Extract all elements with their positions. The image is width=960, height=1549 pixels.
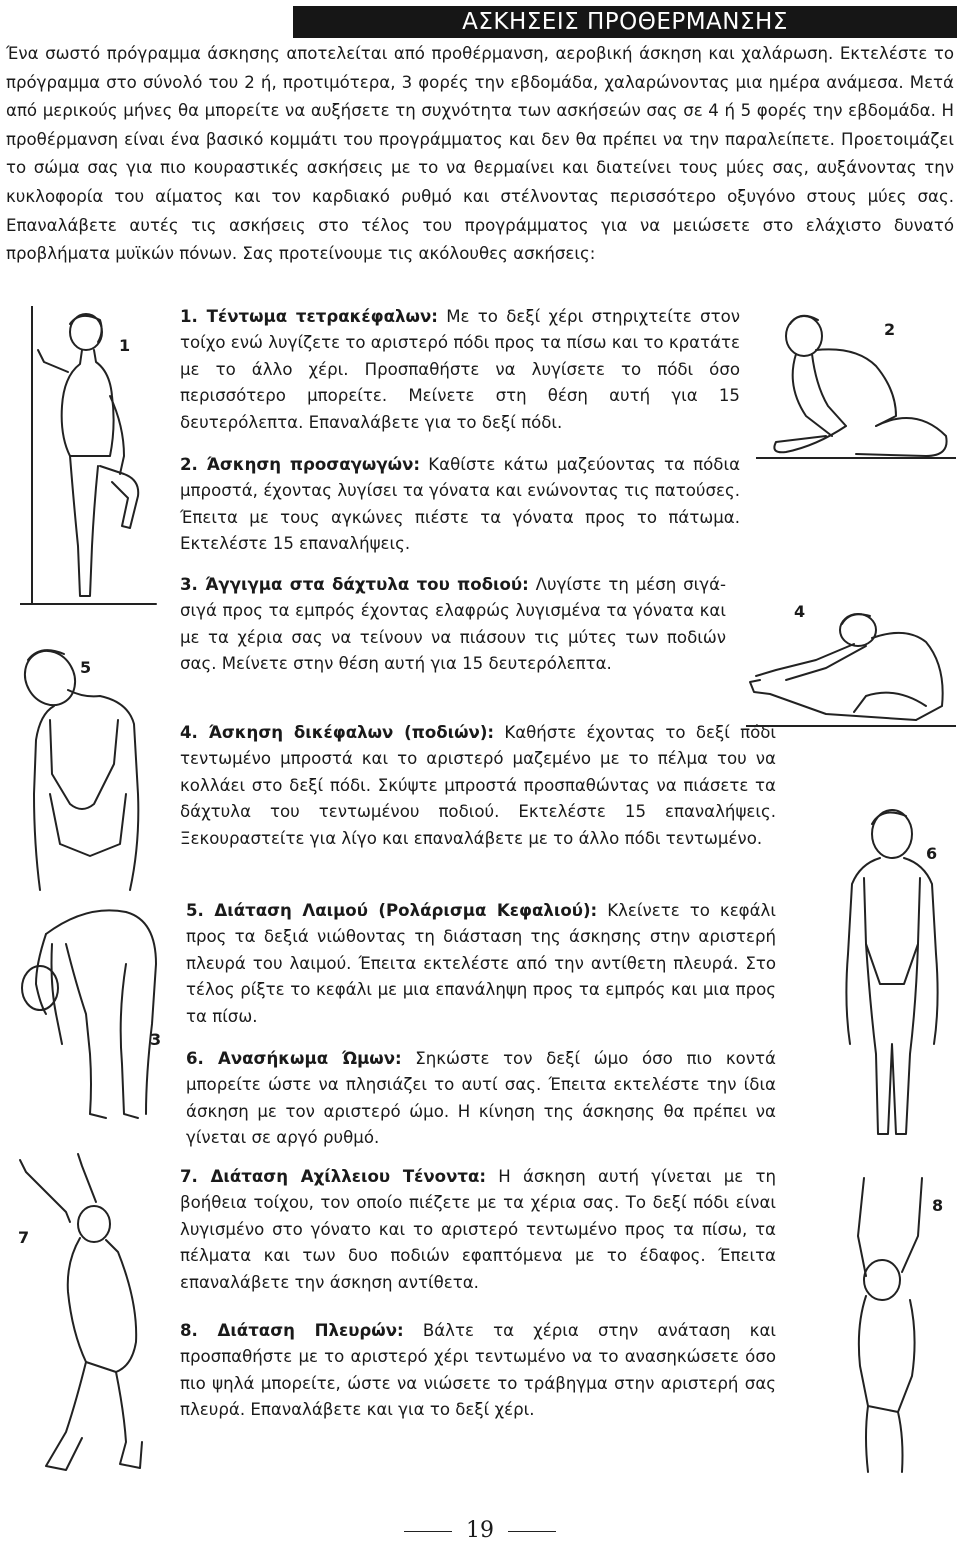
exercise-1: [180, 304, 740, 436]
figure-5-neck-stretch: [10, 644, 170, 898]
exercise-2-text: Καθίστε κάτω μαζεύοντας τα πόδια μπροστά, έχοντας λυγίσει τα γόνατα και ενώνοντας τις πατούσες. Έπειτα με τους αγκώνες πιέστε τα γόνατα προς το πάτωμα. Εκτελέστε 15 επαναλήψεις.: [180, 455, 741, 554]
figure-2-adductor-stretch: [756, 306, 956, 476]
figure-4-drawing: [746, 596, 956, 736]
figure-6-label: 6: [926, 844, 938, 863]
figure-6-shoulder-shrug: [830, 804, 960, 1148]
exercise-6: [186, 1046, 776, 1152]
figure-8-side-stretch: [838, 1176, 938, 1480]
figure-1-label: 1: [119, 336, 131, 355]
figure-3-toe-touch: [6, 904, 166, 1138]
exercise-4: [180, 720, 776, 852]
exercise-4-text: Καθήστε έχοντας το δεξί πόδι τεντωμένο μπροστά και το αριστερό μαζεμένο με το πέλμα του να κολλάει στο δεξί πόδι. Σκύψτε μπροστά προσπαθώντας να πιάσετε τα δάχτυλα του τεντωμένου ποδιού. Εκτελέστε 15 επαναλήψεις. Ξεκουραστείτε για λίγο και επαναλάβετε με το άλλο πόδι τεντωμένο.: [180, 723, 776, 848]
exercise-1-text: Με το δεξί χέρι στηριχτείτε στον τοίχο ενώ λυγίζετε το αριστερό πόδι προς τα πίσω και το κρατάτε με το άλλο χέρι. Προσπαθήστε να λυγίσετε το πόδι όσο περισσότερο μπορείτε. Μείνετε στη θέση αυτή για 15 δευτερόλεπτα. Επαναλάβετε για το δεξί πόδι.: [180, 307, 740, 432]
figure-2-drawing: [756, 306, 956, 472]
intro-paragraph: Ένα σωστό πρόγραμμα άσκησης αποτελείται από προθέρμανση, αεροβική άσκηση και χαλάρωση. Εκτελέστε το πρόγραμμα στο σύνολό του 2 ή, προτιμότερα, 3 φορές την εβδομάδα, χαλαρώνοντας μια ημέρα ανάμεσα. Μετά από μερικούς μήνες θα μπορείτε να αυξήσετε τη συχνότητα των ασκήσεών σας σε 4 ή 5 φορές την εβδομάδα. Η προθέρμανση είναι ένα βασικό κομμάτι του προγράμματος και δεν θα πρέπει να την παραλείπετε. Προετοιμάζει το σώμα σας για πιο κουραστικές ασκήσεις με το να θερμαίνει και διατείνει τους μύες σας, αυξάνοντας την κυκλοφορία του αίματος και τον καρδιακό ρυθμό και στέλνοντας περισσότερο οξυγόνο στους μύες σας. Επαναλάβετε αυτές τις ασκήσεις στο τέλος του προγράμματος για να μειώσετε στο ελάχιστο δυνατό προβλήματα μυϊκών πόνων. Σας προτείνουμε τις ακόλουθες ασκήσεις:: [6, 44, 954, 264]
figure-8-drawing: [838, 1176, 938, 1476]
figure-7-achilles-stretch: [6, 1152, 172, 1482]
exercise-7: [180, 1164, 776, 1296]
footer-rule-left: [404, 1531, 452, 1532]
figure-8-label: 8: [932, 1196, 944, 1215]
exercise-3-text: Λυγίστε τη μέση σιγά-σιγά προς τα εμπρός έχοντας ελαφρώς λυγισμένα τα γόνατα και με τα χέρια σας να τείνουν να πιάσουν τις μύτες των ποδιών σας. Μείνετε στην θέση αυτή για 15 δευτερόλεπτα.: [180, 575, 726, 674]
exercise-4-title: 4. Άσκηση δικέφαλων (ποδιών):: [180, 723, 495, 742]
exercise-7-text: Η άσκηση αυτή γίνεται με τη βοήθεια τοίχου, τον οποίο πιέζετε με τα χέρια σας. Το δεξί πόδι είναι λυγισμένο στο γόνατο και το αριστερό τεντωμένο προς τα πίσω, τα πέλματα και των δυο ποδιών εφαπτόμενα με το έδαφος. Έπειτα επαναλάβετε την άσκηση αντίθετα.: [180, 1167, 777, 1292]
figure-1-drawing: [20, 306, 160, 614]
footer-rule-right: [508, 1531, 556, 1532]
figure-3-label: 3: [150, 1030, 162, 1049]
title-bar: [293, 6, 957, 38]
exercise-8-title: 8. Διάταση Πλευρών:: [180, 1321, 404, 1340]
exercise-8: [180, 1318, 776, 1424]
exercise-2: [180, 452, 740, 558]
exercise-5: [186, 898, 776, 1030]
exercise-1-title: 1. Τέντωμα τετρακέφαλων:: [180, 307, 438, 326]
figure-5-label: 5: [80, 658, 92, 677]
exercise-8-text: Βάλτε τα χέρια στην ανάταση και προσπαθήστε με το αριστερό χέρι τεντωμένο να το ανασηκώσετε όσο πιο ψηλά μπορείτε, ώστε να νιώσετε το τράβηγμα στην αριστερή σας πλευρά. Επαναλάβετε και για το δεξί χέρι.: [180, 1321, 776, 1420]
exercise-2-title: 2. Άσκηση προσαγωγών:: [180, 455, 421, 474]
figure-6-drawing: [830, 804, 960, 1144]
page-title: ΑΣΚΗΣΕΙΣ ΠΡΟΘΕΡΜΑΝΣΗΣ: [462, 9, 788, 35]
figure-2-label: 2: [884, 320, 896, 339]
exercise-3-title: 3. Άγγιγμα στα δάχτυλα του ποδιού:: [180, 575, 529, 594]
figure-7-label: 7: [18, 1228, 30, 1247]
exercise-7-title: 7. Διάταση Αχίλλειου Τένοντα:: [180, 1167, 487, 1186]
figure-3-drawing: [6, 904, 166, 1134]
exercise-5-text: Κλείνετε το κεφάλι προς τα δεξιά νιώθοντας τη διάσταση της άσκησης στην αριστερή πλευρά του λαιμού. Έπειτα εκτελέστε από την αντίθετη πλευρά. Στο τέλος ρίξτε το κεφάλι με μια επανάληψη προς τα εμπρός και μια προς τα πίσω.: [186, 901, 776, 1026]
figure-5-drawing: [10, 644, 170, 894]
exercise-3: [180, 572, 726, 678]
figure-4-label: 4: [794, 602, 806, 621]
page-number: 19: [466, 1518, 494, 1543]
page-footer: [0, 1518, 960, 1543]
figure-1-quad-stretch: [20, 306, 160, 618]
exercise-6-title: 6. Ανασήκωμα Ώμων:: [186, 1049, 402, 1068]
exercise-5-title: 5. Διάταση Λαιμού (Ρολάρισμα Κεφαλιού):: [186, 901, 598, 920]
figure-7-drawing: [6, 1152, 172, 1478]
figure-4-hamstring-stretch: [746, 596, 956, 740]
exercise-6-text: Σηκώστε τον δεξί ώμο όσο πιο κοντά μπορείτε ώστε να πλησιάζει το αυτί σας. Έπειτα εκτελέστε την ίδια άσκηση με τον αριστερό ώμο. Η κίνηση της άσκησης θα πρέπει να γίνεται σε αργό ρυθμό.: [186, 1049, 776, 1148]
